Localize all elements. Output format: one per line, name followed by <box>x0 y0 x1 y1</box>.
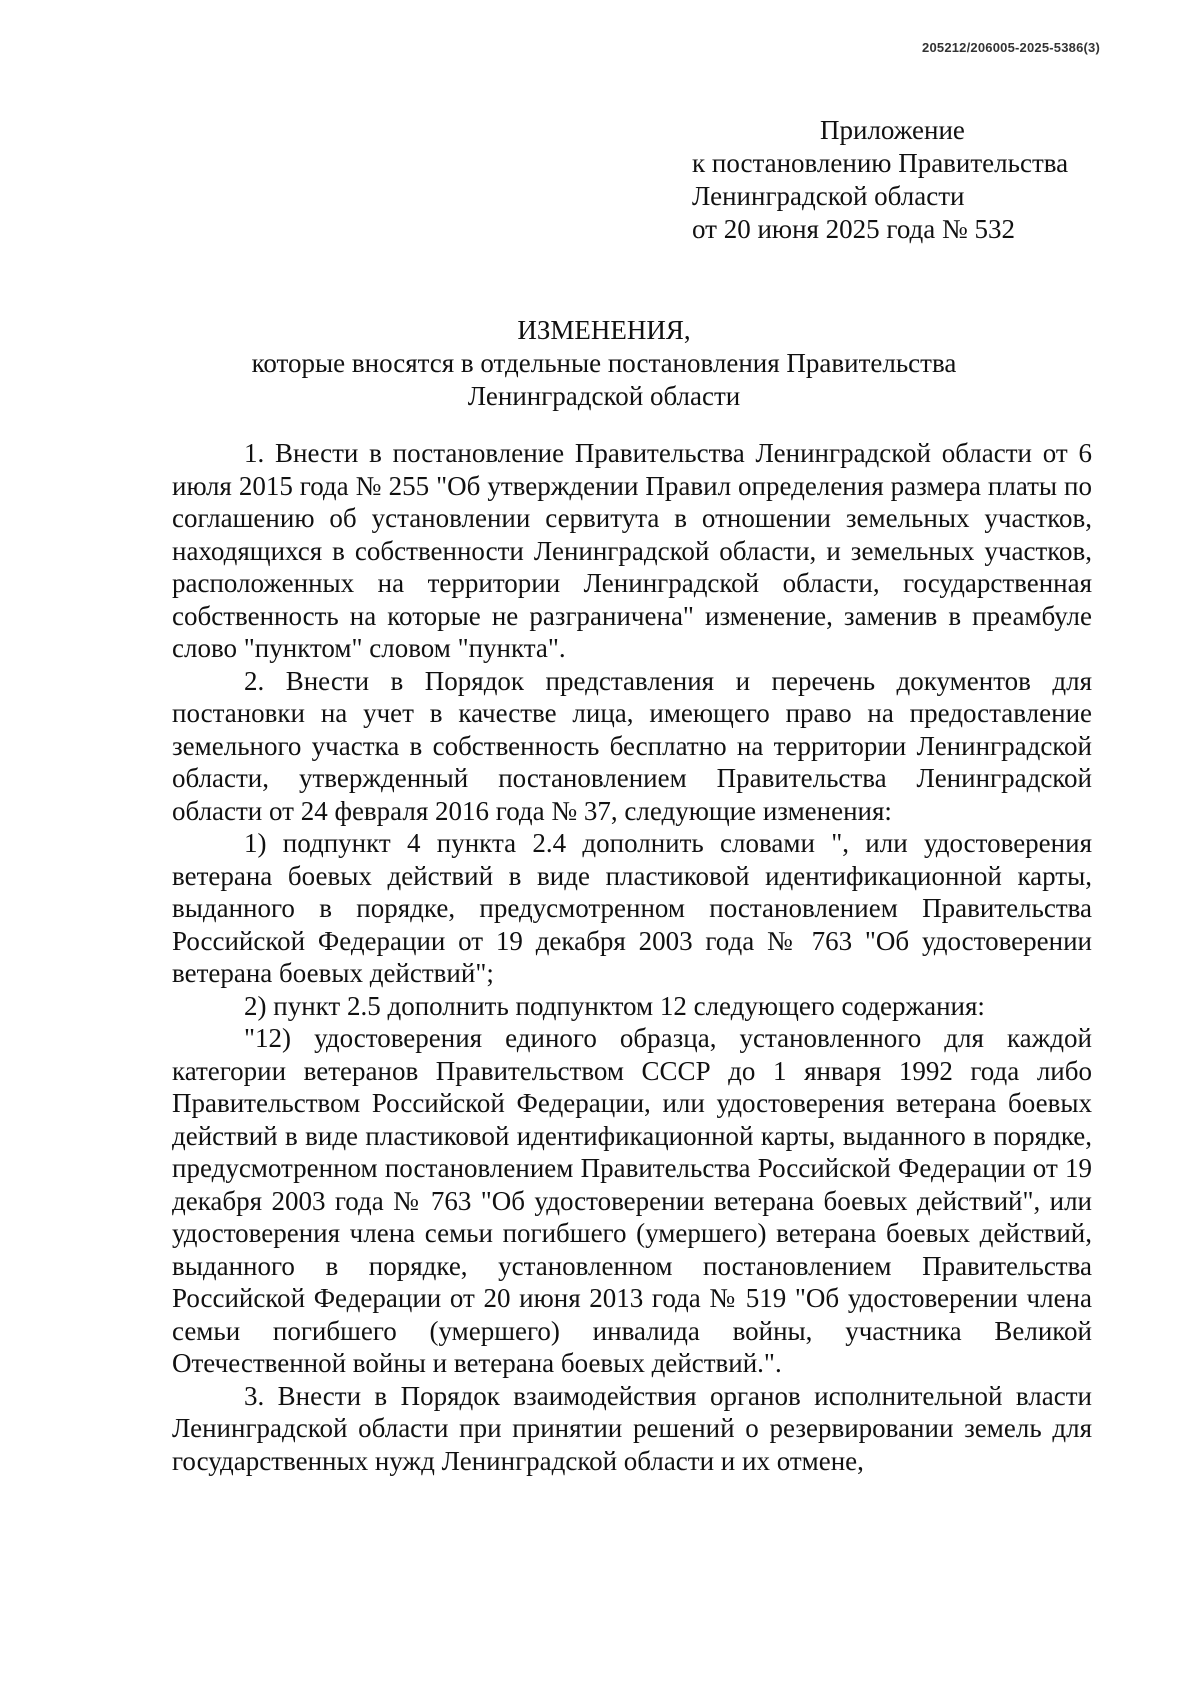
paragraph-2-quoted-item-12: "12) удостоверения единого образца, установленного для каждой категории ветеранов Правительством СССР до 1 января 1992 года либо Правительством Российской Федерации, или удостоверения ветерана боевых действий в виде пластиковой идентификационной карты, выданного в порядке, предусмотренном постановлением Правительства Российской Федерации от 19 декабря 2003 года № 763 "Об удостоверении ветерана боевых действий", или удостоверения члена семьи погибшего (умершего) ветерана боевых действий, выданного в порядке, установленном постановлением Правительства Российской Федерации от 20 июня 2013 года № 519 "Об удостоверении члена семьи погибшего (умершего) инвалида войны, участника Великой Отечественной войны и ветерана боевых действий.". <box>172 1023 1092 1378</box>
paragraph-1: 1. Внести в постановление Правительства Ленинградской области от 6 июля 2015 года № 255 "Об утверждении Правил определения размера платы по соглашению об установлении сервитута в отношении земельных участков, находящихся в собственности Ленинградской области, и земельных участков, расположенных на территории Ленинградской области, государственная собственность на которые не разграничена" изменение, заменив в преамбуле слово "пунктом" словом "пункта". <box>172 438 1092 663</box>
heading-line-2: Ленинградской области <box>467 381 741 411</box>
paragraph-3: 3. Внести в Порядок взаимодействия органов исполнительной власти Ленинградской области при принятии решений о резервировании земель для государственных нужд Ленинградской области и их отмене, <box>172 1380 1092 1476</box>
appendix-line-1: к постановлению Правительства <box>692 148 1069 178</box>
paragraph-2: 2. Внести в Порядок представления и перечень документов для постановки на учет в качестве лица, имеющего право на предоставление земельного участка в собственность бесплатно на территории Ленинградской области, утвержденный постановлением Правительства Ленинградской области от 24 февраля 2016 года № 37, следующие изменения: <box>172 665 1092 826</box>
heading-title: ИЗМЕНЕНИЯ, <box>517 315 691 345</box>
appendix-block <box>692 114 1132 246</box>
appendix-title: Приложение <box>820 115 965 145</box>
appendix-line-3: от 20 июня 2025 года № 532 <box>692 214 1016 244</box>
document-heading <box>150 314 1058 413</box>
paragraph-2-subitem-1: 1) подпункт 4 пункта 2.4 дополнить словами ", или удостоверения ветерана боевых действий в виде пластиковой идентификационной карты, выданного в порядке, предусмотренном постановлением Правительства Российской Федерации от 19 декабря 2003 года № 763 "Об удостоверении ветерана боевых действий"; <box>172 828 1092 988</box>
appendix-line-2: Ленинградской области <box>692 181 965 211</box>
document-body <box>172 437 1092 1477</box>
heading-line-1: которые вносятся в отдельные постановления Правительства <box>251 348 957 378</box>
paragraph-2-subitem-2: 2) пункт 2.5 дополнить подпунктом 12 следующего содержания: <box>244 990 985 1021</box>
document-registration-number: 205212/206005-2025-5386(3) <box>922 40 1100 55</box>
